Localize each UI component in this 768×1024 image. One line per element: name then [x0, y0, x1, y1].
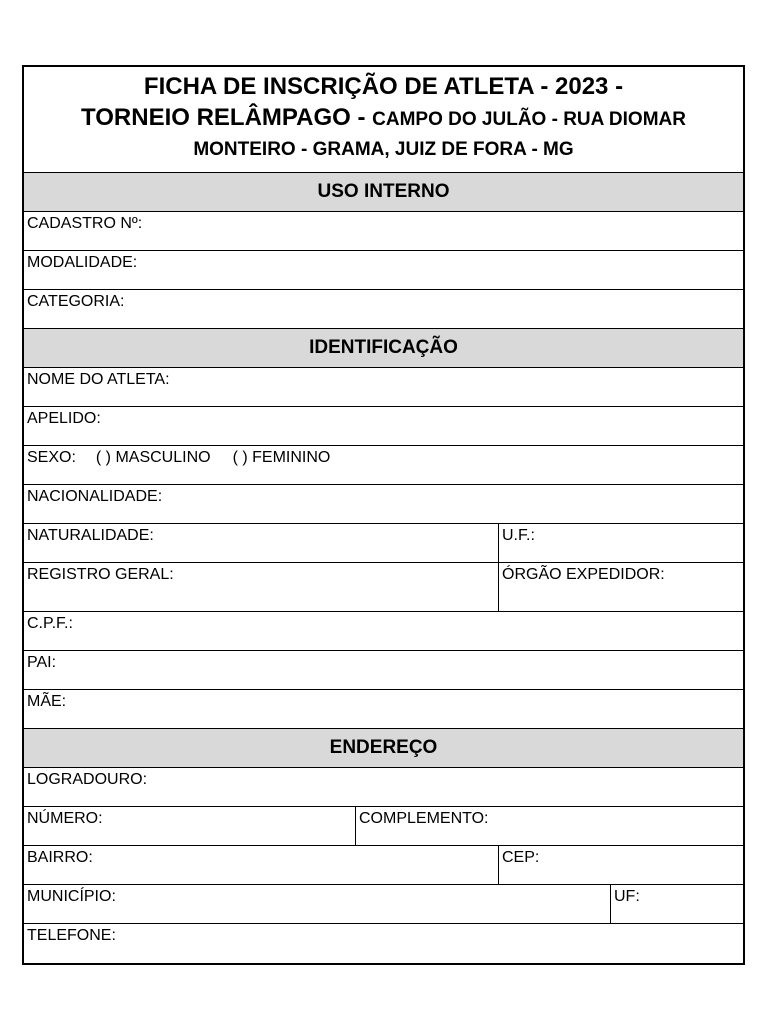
field-row-apelido[interactable]	[24, 407, 743, 446]
field-row-nacionalidade[interactable]	[24, 485, 743, 524]
sexo-label: SEXO:	[27, 449, 76, 466]
field-row-sexo[interactable]	[24, 446, 743, 485]
field-row-cadastro[interactable]	[24, 212, 743, 251]
field-row-pai[interactable]	[24, 651, 743, 690]
bairro-label: BAIRRO:	[27, 849, 93, 866]
cadastro-label: CADASTRO Nº:	[27, 215, 143, 232]
apelido-label: APELIDO:	[27, 410, 101, 427]
telefone-label: TELEFONE:	[27, 927, 116, 944]
modalidade-label: MODALIDADE:	[27, 254, 138, 271]
sexo-feminino-option[interactable]: ( ) FEMININO	[232, 449, 331, 466]
field-row-mae[interactable]	[24, 690, 743, 729]
field-row-municipio[interactable]	[24, 885, 743, 924]
section-identificacao: IDENTIFICAÇÃO	[24, 329, 743, 368]
nome-label: NOME DO ATLETA:	[27, 371, 170, 388]
logradouro-label: LOGRADOURO:	[27, 771, 148, 788]
field-row-categoria[interactable]	[24, 290, 743, 329]
tournament-name: TORNEIO RELÂMPAGO -	[81, 104, 373, 131]
form-title: FICHA DE INSCRIÇÃO DE ATLETA - 2023 -	[143, 73, 624, 100]
registro-geral-label: REGISTRO GERAL:	[27, 566, 174, 583]
form-header	[24, 67, 743, 173]
municipio-label: MUNICÍPIO:	[27, 888, 116, 905]
sexo-field	[24, 446, 743, 484]
field-row-modalidade[interactable]	[24, 251, 743, 290]
venue-line: CAMPO DO JULÃO - RUA DIOMAR	[372, 109, 686, 130]
naturalidade-label: NATURALIDADE:	[27, 527, 154, 544]
field-row-cpf[interactable]	[24, 612, 743, 651]
field-row-registro[interactable]	[24, 563, 743, 612]
nacionalidade-label: NACIONALIDADE:	[27, 488, 163, 505]
venue-address: MONTEIRO - GRAMA, JUIZ DE FORA - MG	[193, 139, 574, 160]
section-endereco: ENDEREÇO	[24, 729, 743, 768]
field-row-numero[interactable]	[24, 807, 743, 846]
section-uso-interno: USO INTERNO	[24, 173, 743, 212]
field-row-telefone[interactable]	[24, 924, 743, 963]
field-row-logradouro[interactable]	[24, 768, 743, 807]
orgao-expedidor-label: ÓRGÃO EXPEDIDOR:	[498, 563, 743, 611]
field-row-bairro[interactable]	[24, 846, 743, 885]
municipio-uf-label: UF:	[610, 885, 743, 923]
registration-form	[22, 65, 745, 965]
cep-label: CEP:	[498, 846, 743, 884]
pai-label: PAI:	[27, 654, 57, 671]
field-row-nome[interactable]	[24, 368, 743, 407]
cpf-label: C.P.F.:	[27, 615, 73, 632]
mae-label: MÃE:	[27, 693, 67, 710]
numero-label: NÚMERO:	[27, 810, 103, 827]
complemento-label: COMPLEMENTO:	[355, 807, 743, 845]
field-row-naturalidade[interactable]	[24, 524, 743, 563]
form-subtitle	[24, 102, 743, 136]
sexo-masculino-option[interactable]: ( ) MASCULINO	[95, 449, 211, 466]
naturalidade-uf-label: U.F.:	[498, 524, 743, 562]
categoria-label: CATEGORIA:	[27, 293, 125, 310]
